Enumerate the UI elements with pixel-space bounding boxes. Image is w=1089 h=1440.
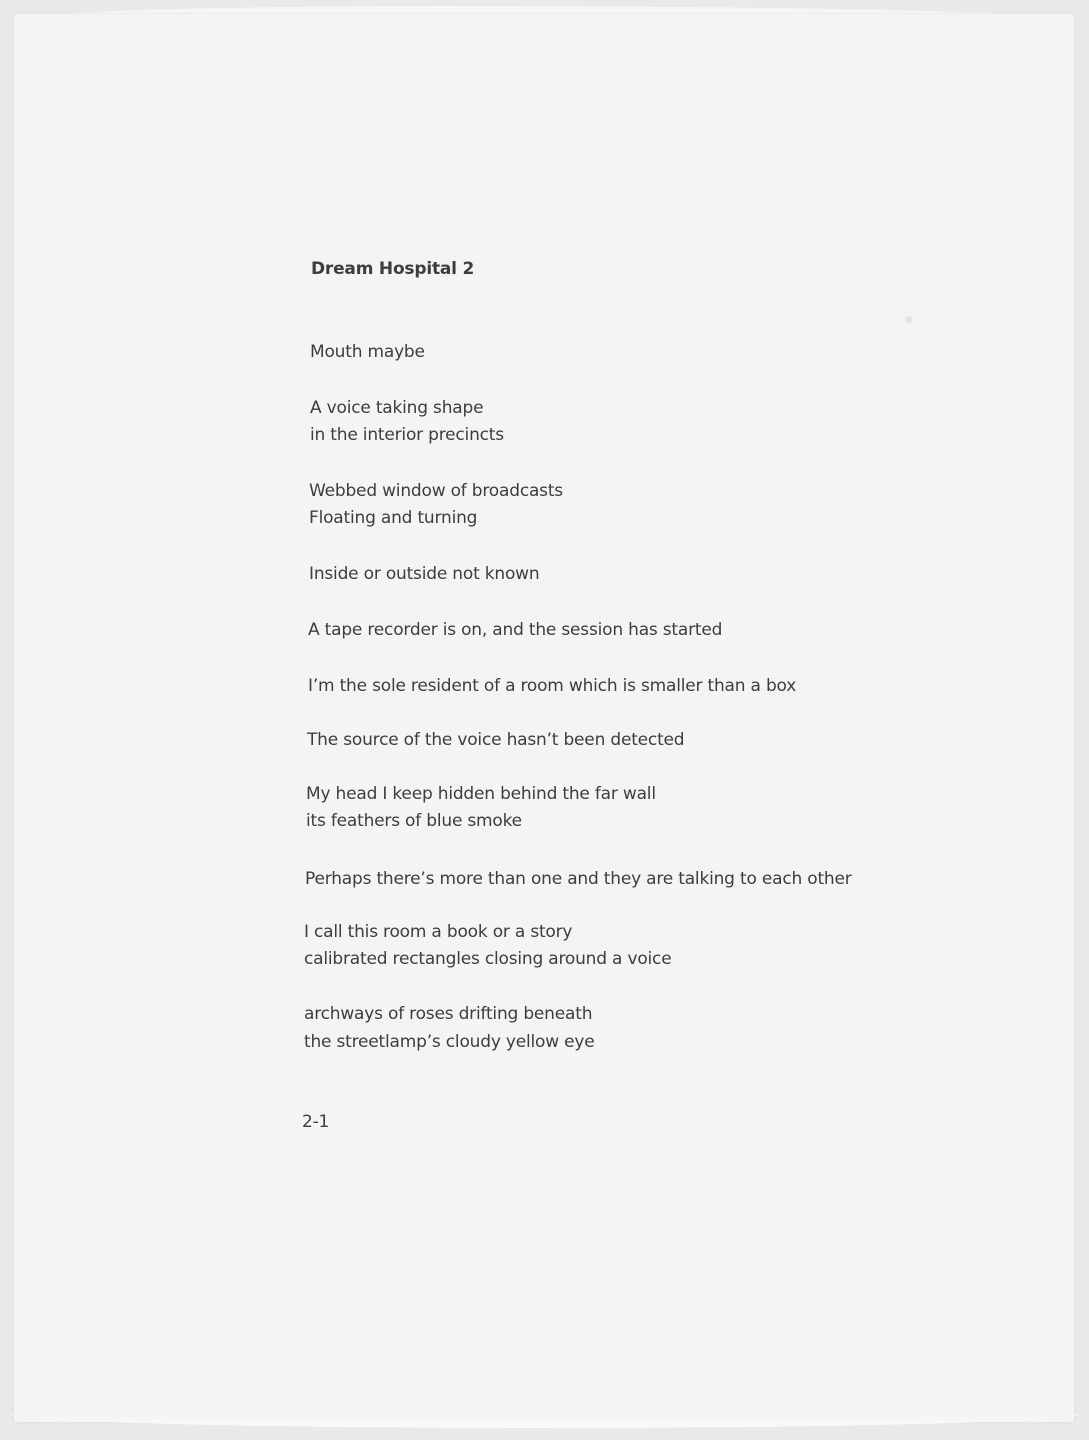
poem-line: The source of the voice hasn’t been detected	[307, 730, 685, 750]
poem-title: Dream Hospital 2	[311, 259, 475, 279]
poem-line: I’m the sole resident of a room which is smaller than a box	[308, 676, 797, 696]
poem-line: My head I keep hidden behind the far wall	[306, 784, 656, 804]
poem-line: A tape recorder is on, and the session has started	[308, 620, 723, 640]
page-number: 2-1	[302, 1112, 330, 1132]
poem-line: Inside or outside not known	[309, 564, 540, 584]
poem-line: Webbed window of broadcasts	[309, 481, 563, 501]
poem-line: Mouth maybe	[310, 342, 425, 362]
poem-line: Floating and turning	[309, 508, 478, 528]
poem-line: the streetlamp’s cloudy yellow eye	[304, 1032, 595, 1052]
poem-line: Perhaps there’s more than one and they are talking to each other	[305, 869, 852, 889]
poem-line: I call this room a book or a story	[304, 922, 573, 942]
poem-line: calibrated rectangles closing around a voice	[304, 949, 672, 969]
poem-line: A voice taking shape	[310, 398, 484, 418]
poem-line: in the interior precincts	[310, 425, 504, 445]
paper-sheet	[14, 14, 1074, 1422]
paper-speck	[905, 316, 912, 323]
poem-line: its feathers of blue smoke	[306, 811, 522, 831]
poem-line: archways of roses drifting beneath	[304, 1004, 593, 1024]
